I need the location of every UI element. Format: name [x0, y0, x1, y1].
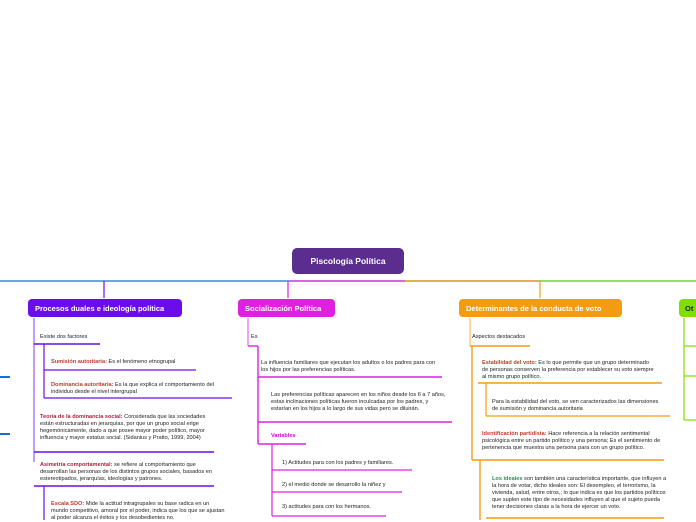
escala-node [51, 501, 227, 522]
ideales-node [492, 476, 668, 511]
sumision-node [51, 359, 201, 366]
teoria-node [40, 414, 216, 442]
variables-node [271, 433, 331, 440]
topic-procesos-duales[interactable] [28, 299, 182, 317]
topic-socializacion-label: Socialización Política [245, 303, 322, 313]
escala-label: Escala SDO: [51, 501, 85, 507]
estabilidad-node [482, 360, 654, 381]
determinantes-intro [472, 334, 572, 341]
determinantes-intro-text: Aspectos destacados [472, 334, 526, 340]
topic-socializacion[interactable] [238, 299, 335, 317]
procesos-intro [40, 334, 130, 341]
topic-otros-label: Ot [685, 303, 694, 313]
socializacion-es-text: Es [251, 334, 258, 340]
topic-procesos-duales-label: Procesos duales e ideología política [35, 303, 165, 313]
variable-2-text: 2) el medio donde se desarrollo la niñez y [282, 482, 386, 488]
estabilidad-text: Es lo que permite que un grupo determinado de personas conserven la preferencia por establecer su voto siempre al mismo grupo político. [482, 360, 654, 380]
preferencias-text: Las preferencias políticas aparecen en los niños desde los 6 a 7 años, estas inclinaciones políticas fueron inculcadas por los padres, y estarían en los hijos a lo largo de sus vidas pero se diluirán. [271, 392, 446, 412]
variable-2 [282, 482, 422, 489]
dominancia-text: Es la que explica el comportamiento del individuo desde el nivel intergrupal [51, 382, 214, 395]
variables-label: Variables [271, 433, 296, 439]
central-topic[interactable] [292, 248, 404, 274]
teoria-text: Considerada que las sociedades están estructuradas en jerarquías, por que un grupo social erige hegemónicamente, dado a que posee mayor poder político, mayor influencia y mayor estatus social. (Sidanius y Pratto, 1999, 2004) [40, 414, 206, 441]
para-estabilidad-node [492, 399, 662, 413]
teoria-label: Teoría de la dominancia social: [40, 414, 123, 420]
topic-determinantes-label: Determinantes de la conducta de voto [466, 303, 602, 313]
socializacion-es [251, 334, 281, 341]
ideales-text: son también una característica importante, que influyen a la hora de votar, dicho ideales son: El desempleo, el terrorismo, la vivienda, salud, entre otros,; lo que indica es que los partidos políticos que suplen este tipo de necesidades influyen al que el sujeto pueda tener decisiones claras a la hora de ejercer un voto. [492, 476, 667, 510]
variable-3-text: 3) actitudes para con los hermanos. [282, 504, 371, 510]
variable-3 [282, 504, 422, 511]
variable-1-text: 1) Actitudes para con los padres y familiares. [282, 460, 394, 466]
sumision-label: Sumisión autoritaria: [51, 359, 107, 365]
variable-1 [282, 460, 422, 467]
identificacion-label: Identificación partidista: [482, 431, 547, 437]
identificacion-node [482, 431, 662, 452]
para-estabilidad-text: Para la estabilidad del voto, se ven caracterizados las dimensiones de sumisión y dominancia autoritaria [492, 399, 659, 412]
influencia-text: La influencia familiares que ejecutan los adultos o los padres para con los hijos por las preferencias políticas. [261, 360, 436, 373]
asimetria-node [40, 462, 216, 483]
dominancia-label: Dominancia autoritaria: [51, 382, 114, 388]
preferencias-node [271, 392, 447, 413]
procesos-intro-text: Existe dos factores [40, 334, 88, 340]
topic-determinantes[interactable] [459, 299, 622, 317]
escala-text: Mide la actitud intragrupales su base radica en un mundo competitivo, amoral por el poder, indica que los que se ajustan al poder alcanza el éxitos y los desobedientes no. [51, 501, 225, 521]
sumision-text: Es el fenómeno etnogrupal [108, 359, 176, 365]
dominancia-node [51, 382, 223, 396]
central-topic-label: Piscología Política [310, 256, 386, 266]
topic-otros[interactable] [679, 299, 696, 317]
estabilidad-label: Estabilidad del voto: [482, 360, 537, 366]
asimetria-text: se refiere al comportamiento que desarrollan las personas de los distintos grupos sociales, basados en estereotipados, jerarquías, ideologías y patrones. [40, 462, 212, 482]
asimetria-label: Asimetría comportamental: [40, 462, 113, 468]
influencia-node [261, 360, 437, 374]
ideales-label: Los ideales [492, 476, 523, 482]
identificacion-text: Hace referencia a la relación sentimental psicológica entre un partido político y una persona; Es el sentimiento de pertenencia que muestra una persona para con un grupo político. [482, 431, 661, 451]
